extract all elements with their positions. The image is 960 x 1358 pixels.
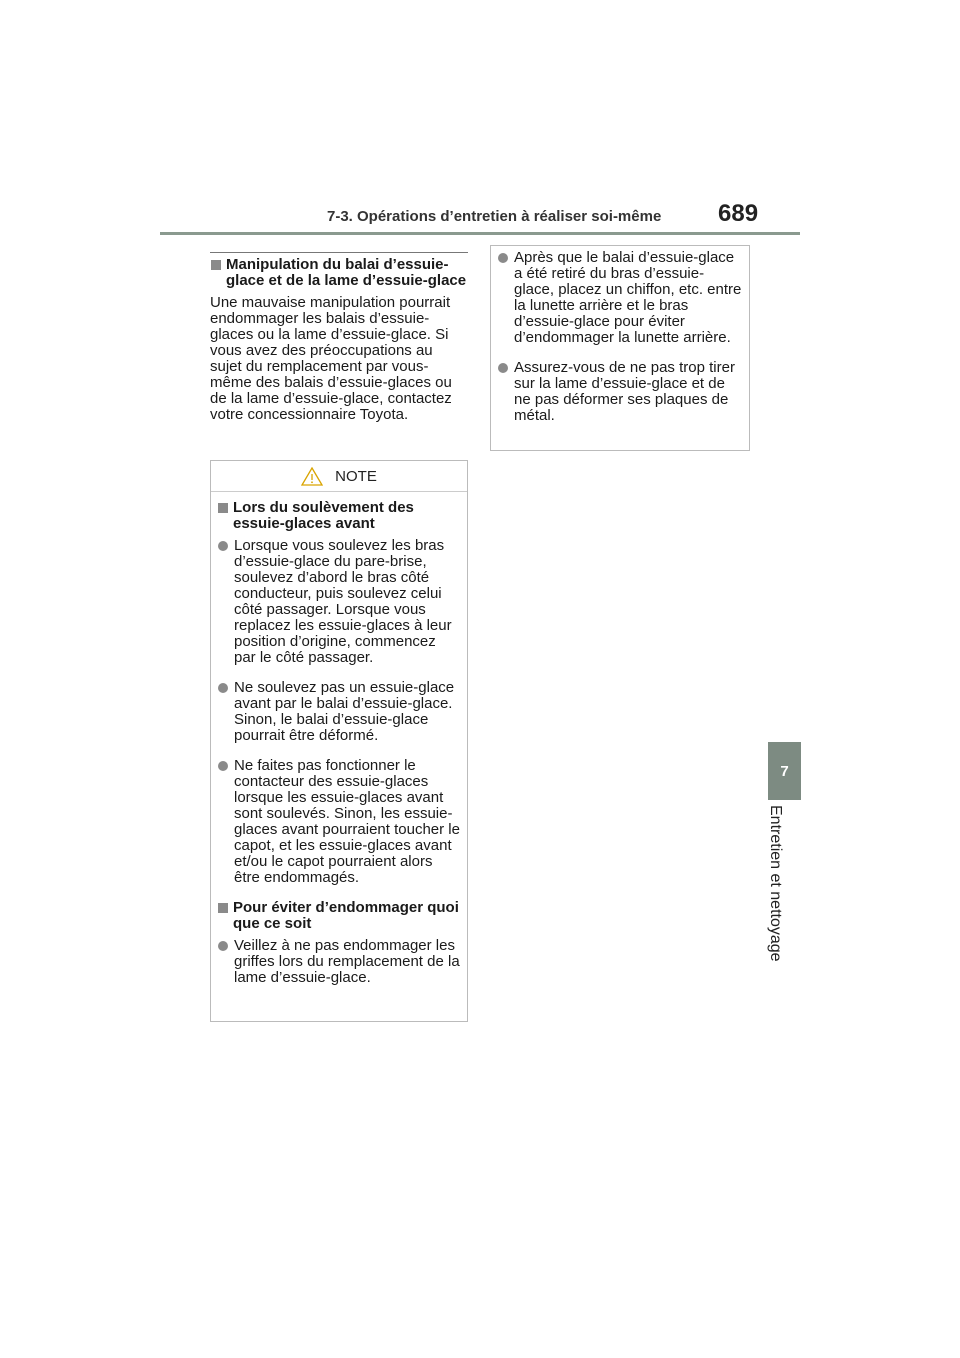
chapter-title: Entretien et nettoyage bbox=[767, 805, 784, 962]
round-bullet-icon bbox=[498, 253, 508, 263]
note-item-text: Veillez à ne pas endommager les griffes lors du remplacement de la lame d’essuie-glace. bbox=[234, 937, 460, 986]
note-heading bbox=[217, 500, 461, 532]
note-item-text: Après que le balai d’essuie-glace a été retiré du bras d’essuie-glace, placez un chiffon, etc. entre la lunette arrière et le bras d’essuie-glace pour éviter d’endommager la lunette arrière. bbox=[514, 249, 742, 346]
square-bullet-icon bbox=[218, 503, 228, 513]
square-bullet-icon bbox=[218, 903, 228, 913]
section-heading bbox=[210, 257, 468, 289]
round-bullet-icon bbox=[218, 941, 228, 951]
note-item-text: Assurez-vous de ne pas trop tirer sur la lame d’essuie-glace et de ne pas déformer ses plaques de métal. bbox=[514, 359, 735, 424]
note-header bbox=[211, 461, 467, 492]
note-item-text: Lorsque vous soulevez les bras d’essuie-glace du pare-brise, soulevez d’abord le bras côté conducteur, puis soulevez celui côté passager. Lorsque vous replacez les essuie-glaces à leur position d’origine, commencez par le côté passager. bbox=[234, 537, 452, 666]
warning-triangle-icon bbox=[301, 467, 323, 486]
note-item-text: Ne faites pas fonctionner le contacteur des essuie-glaces lorsque les essuie-glaces avant sont soulevés. Sinon, les essuie-glaces avant pourraient toucher le capot, et les essuie-glaces avant et/ou le capot pourraient alors être endommagés. bbox=[234, 757, 460, 886]
note-label: NOTE bbox=[335, 467, 377, 485]
note-heading-text: Lors du soulèvement des essuie-glaces avant bbox=[233, 499, 414, 532]
note-item bbox=[217, 938, 461, 986]
note-item bbox=[217, 680, 461, 744]
section-title: 7-3. Opérations d’entretien à réaliser soi-même bbox=[327, 208, 662, 225]
note-body bbox=[211, 492, 467, 986]
round-bullet-icon bbox=[218, 541, 228, 551]
note-continued-box bbox=[490, 245, 750, 451]
note-item-text: Ne soulevez pas un essuie-glace avant par le balai d’essuie-glace. Sinon, le balai d’essuie-glace pourrait être déformé. bbox=[234, 679, 455, 744]
note-heading-text: Pour éviter d’endommager quoi que ce soit bbox=[233, 899, 459, 932]
round-bullet-icon bbox=[218, 761, 228, 771]
note-item bbox=[497, 250, 743, 346]
section-heading-text: Manipulation du balai d’essuie-glace et de la lame d’essuie-glace bbox=[226, 256, 467, 289]
section-rule bbox=[210, 252, 468, 253]
chapter-tab: 7 bbox=[768, 742, 801, 800]
note-item bbox=[217, 538, 461, 666]
page-number: 689 bbox=[718, 200, 759, 227]
note-item bbox=[497, 360, 743, 424]
section-paragraph: Une mauvaise manipulation pourrait endommager les balais d’essuie-glaces ou la lame d’essuie-glace. Si vous avez des préoccupations au sujet du remplacement par vous-même des balais d’essuie-glaces ou de la lame d’essuie-glace, contactez votre concessionnaire Toyota. bbox=[210, 294, 452, 423]
round-bullet-icon bbox=[498, 363, 508, 373]
note-item bbox=[217, 758, 461, 886]
round-bullet-icon bbox=[218, 683, 228, 693]
note-heading bbox=[217, 900, 461, 932]
left-column bbox=[210, 252, 468, 423]
square-bullet-icon bbox=[211, 260, 221, 270]
note-box bbox=[210, 460, 468, 1022]
header-rule bbox=[160, 232, 800, 235]
